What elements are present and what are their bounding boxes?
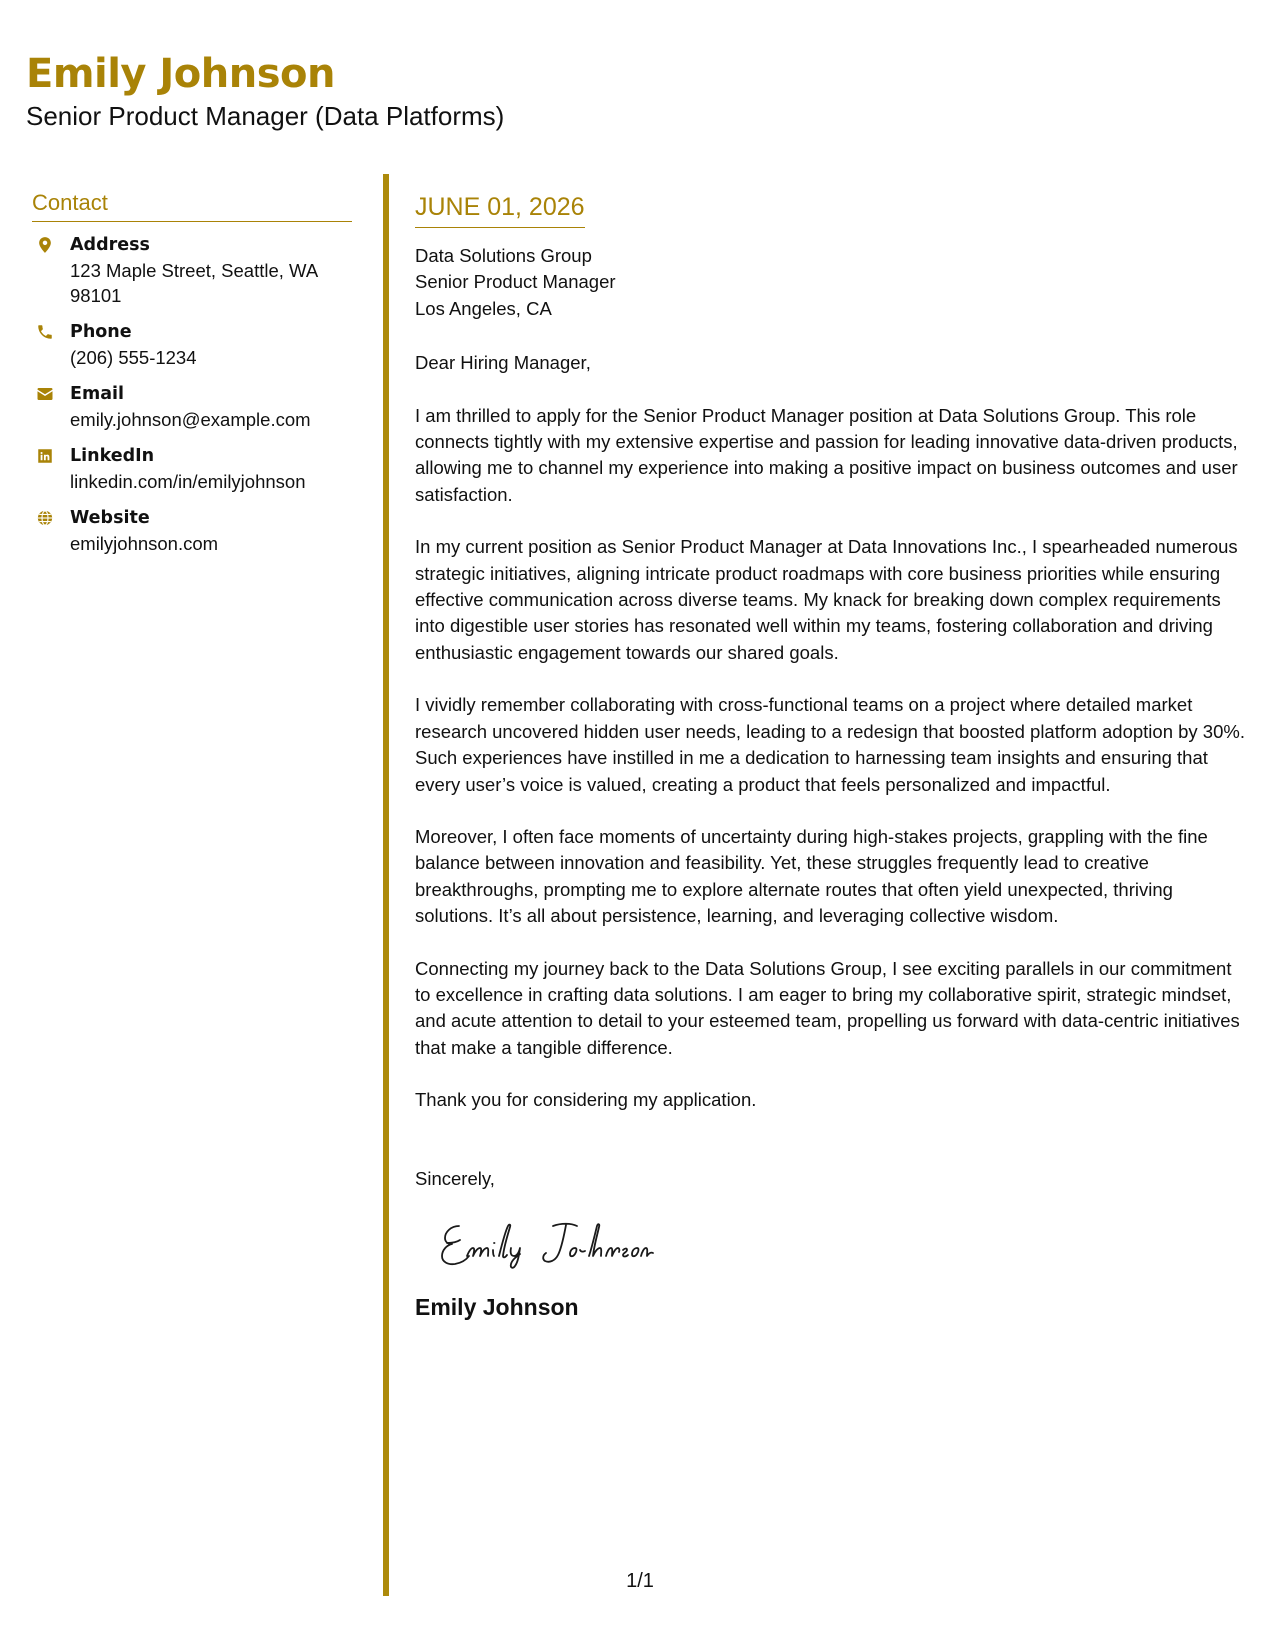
phone-icon	[36, 323, 54, 341]
contact-value: emily.johnson@example.com	[70, 409, 311, 430]
letter-paragraph: In my current position as Senior Product Manager at Data Innovations Inc., I spearheaded numerous strategic initiatives, aligning intricate product roadmaps with core business priorities while ensuring effective communication across diverse teams. My knack for breaking down complex requirements into digestible user stories has resonated well within my teams, fostering collaboration and driving enthusiastic engagement towards our shared goals.	[415, 536, 1238, 663]
cover-letter-body	[415, 190, 1250, 1322]
applicant-name: Emily Johnson	[26, 51, 336, 97]
contact-label: Email	[70, 384, 124, 404]
signer-name: Emily Johnson	[415, 1293, 579, 1320]
letter-paragraph: Thank you for considering my application.	[415, 1089, 757, 1111]
contact-label: Address	[70, 235, 150, 255]
handwritten-signature	[433, 1212, 673, 1272]
contact-value: (206) 555-1234	[70, 347, 197, 368]
contact-label: Website	[70, 508, 150, 528]
vertical-divider	[383, 174, 389, 1596]
letter-paragraph: Moreover, I often face moments of uncertainty during high-stakes projects, grappling with the fine balance between innovation and feasibility. Yet, these struggles frequently lead to creative breakthroughs, prompting me to explore alternate routes that often yield unexpected, thriving solutions. It’s all about persistence, learning, and leveraging collective wisdom.	[415, 825, 1208, 927]
recipient-position: Senior Product Manager	[415, 271, 616, 293]
closing: Sincerely,	[415, 1167, 495, 1189]
contact-item-website	[32, 506, 352, 556]
linkedin-icon	[36, 447, 54, 465]
contact-sidebar	[32, 188, 352, 556]
page-number: 1/1	[626, 1570, 654, 1592]
globe-icon	[36, 509, 54, 527]
contact-value: linkedin.com/in/emilyjohnson	[70, 471, 306, 492]
recipient-location: Los Angeles, CA	[415, 297, 552, 319]
location-pin-icon	[36, 236, 54, 254]
contact-label: Phone	[70, 322, 132, 342]
contact-heading: Contact	[32, 188, 352, 222]
envelope-icon	[36, 385, 54, 403]
contact-item-linkedin	[32, 444, 352, 494]
letter-paragraph: I am thrilled to apply for the Senior Product Manager position at Data Solutions Group. This role connects tightly with my extensive expertise and passion for leading innovative data-driven products, allowing me to channel my experience into making a positive impact on business outcomes and user satisfaction.	[415, 404, 1238, 505]
contact-item-address	[32, 233, 352, 308]
salutation: Dear Hiring Manager,	[415, 352, 591, 374]
contact-label: LinkedIn	[70, 446, 155, 466]
recipient-company: Data Solutions Group	[415, 245, 592, 266]
letter-paragraph: Connecting my journey back to the Data Solutions Group, I see exciting parallels in our commitment to excellence in crafting data solutions. I am eager to bring my collaborative spirit, strategic mindset, and acute attention to detail to your esteemed team, propelling us forward with data-centric initiatives that make a tangible difference.	[415, 957, 1240, 1058]
recipient-block	[415, 243, 1250, 322]
applicant-job-title: Senior Product Manager (Data Platforms)	[26, 101, 505, 131]
contact-list	[32, 233, 352, 556]
letter-paragraph: I vividly remember collaborating with cross-functional teams on a project where detailed market research uncovered hidden user needs, leading to a redesign that boosted platform adoption by 30%. Such experiences have instilled in me a dedication to harnessing team insights and ensuring that every user’s voice is valued, creating a product that feels personalized and impactful.	[415, 694, 1245, 795]
contact-value: 123 Maple Street, Seattle, WA 98101	[70, 260, 318, 306]
contact-value: emilyjohnson.com	[70, 533, 219, 554]
contact-item-email	[32, 382, 352, 432]
contact-item-phone	[32, 320, 352, 370]
letter-date: JUNE 01, 2026	[415, 190, 585, 228]
